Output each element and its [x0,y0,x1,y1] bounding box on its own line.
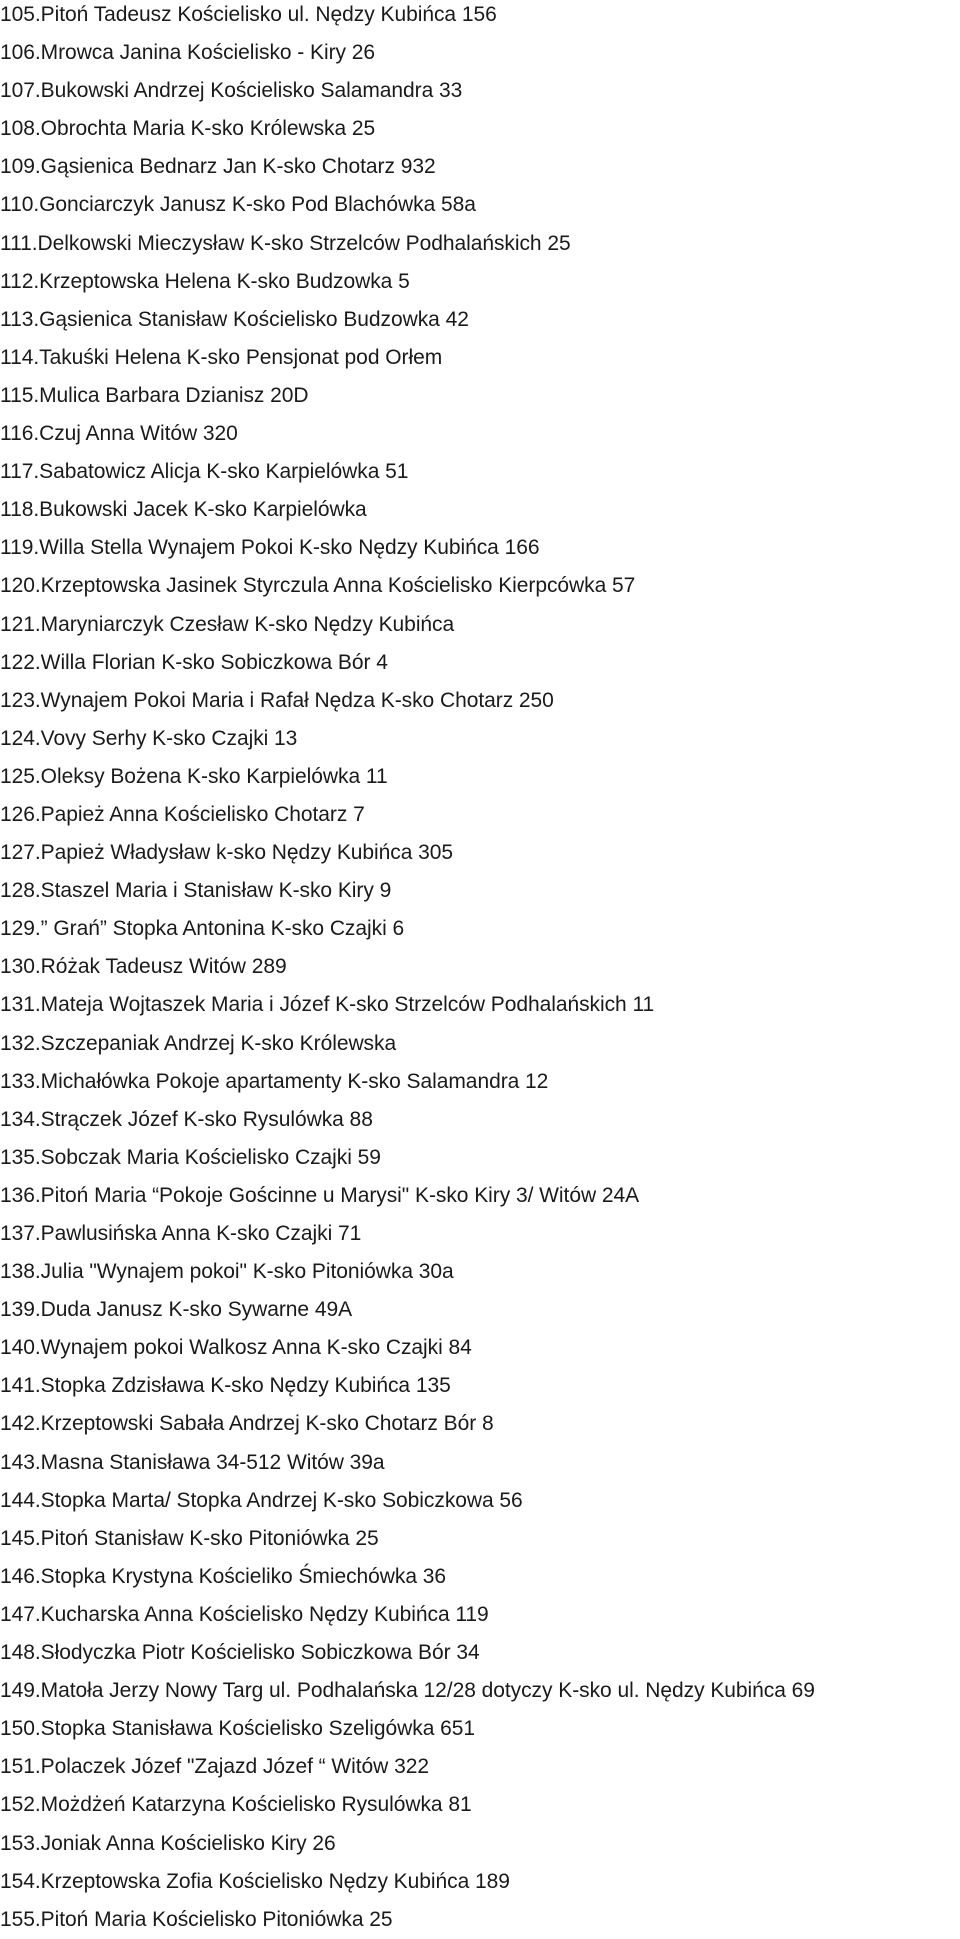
list-item: 115.Mulica Barbara Dzianisz 20D [0,383,309,407]
list-item: 141.Stopka Zdzisława K-sko Nędzy Kubińca 135 [0,1374,451,1398]
list-item: 132.Szczepaniak Andrzej K-sko Królewska [0,1031,397,1055]
list-item: 124.Vovy Serhy K-sko Czajki 13 [0,726,298,750]
list-item: 125.Oleksy Bożena K-sko Karpielówka 11 [0,764,388,788]
list-item: 154.Krzeptowska Zofia Kościelisko Nędzy Kubińca 189 [0,1869,510,1893]
list-item: 134.Strączek Józef K-sko Rysulówka 88 [0,1107,373,1131]
list-item: 108.Obrochta Maria K-sko Królewska 25 [0,117,376,141]
list-item: 106.Mrowca Janina Kościelisko - Kiry 26 [0,41,376,65]
list-item: 112.Krzeptowska Helena K-sko Budzowka 5 [0,269,410,293]
list-item: 121.Maryniarczyk Czesław K-sko Nędzy Kubińca [0,612,455,636]
list-item: 144.Stopka Marta/ Stopka Andrzej K-sko Sobiczkowa 56 [0,1488,523,1512]
list-item: 131.Mateja Wojtaszek Maria i Józef K-sko Strzelców Podhalańskich 11 [0,993,655,1017]
list-item: 151.Polaczek Józef "Zajazd Józef “ Witów 322 [0,1755,429,1779]
list-item: 111.Delkowski Mieczysław K-sko Strzelców Podhalańskich 25 [0,231,571,255]
list-item: 148.Słodyczka Piotr Kościelisko Sobiczkowa Bór 34 [0,1641,480,1665]
list-item: 153.Joniak Anna Kościelisko Kiry 26 [0,1831,336,1855]
list-item: 122.Willa Florian K-sko Sobiczkowa Bór 4 [0,650,388,674]
list-item: 140.Wynajem pokoi Walkosz Anna K-sko Czajki 84 [0,1336,472,1360]
list-item: 136.Pitoń Maria “Pokoje Gościnne u Marysi" K-sko Kiry 3/ Witów 24A [0,1183,640,1207]
list-item: 126.Papież Anna Kościelisko Chotarz 7 [0,802,365,826]
list-item: 146.Stopka Krystyna Kościeliko Śmiechówka 36 [0,1564,447,1588]
list-item: 130.Różak Tadeusz Witów 289 [0,955,287,979]
list-item: 139.Duda Janusz K-sko Sywarne 49A [0,1298,353,1322]
list-item: 135.Sobczak Maria Kościelisko Czajki 59 [0,1145,381,1169]
list-item: 110.Gonciarczyk Janusz K-sko Pod Blachówka 58a [0,193,476,217]
list-item: 120.Krzeptowska Jasinek Styrczula Anna Kościelisko Kierpcówka 57 [0,574,636,598]
list-item: 118.Bukowski Jacek K-sko Karpielówka [0,498,367,522]
list-item: 137.Pawlusińska Anna K-sko Czajki 71 [0,1222,362,1245]
list-item: 114.Takuśki Helena K-sko Pensjonat pod Orłem [0,345,443,369]
list-item: 138.Julia "Wynajem pokoi" K-sko Pitoniówka 30a [0,1260,454,1284]
list-item: 155.Pitoń Maria Kościelisko Pitoniówka 25 [0,1907,393,1931]
list-item: 119.Willa Stella Wynajem Pokoi K-sko Nędzy Kubińca 166 [0,536,540,560]
list-item: 105.Pitoń Tadeusz Kościelisko ul. Nędzy Kubińca 156 [0,3,497,26]
list-item: 147.Kucharska Anna Kościelisko Nędzy Kubińca 119 [0,1602,489,1626]
list-item: 152.Możdżeń Katarzyna Kościelisko Rysulówka 81 [0,1793,472,1817]
list-item: 150.Stopka Stanisława Kościelisko Szeligówka 651 [0,1717,476,1741]
list-item: 129.” Grań” Stopka Antonina K-sko Czajki 6 [0,917,405,941]
list-item: 142.Krzeptowski Sabała Andrzej K-sko Chotarz Bór 8 [0,1412,494,1436]
list-item: 127.Papież Władysław k-sko Nędzy Kubińca 305 [0,841,454,865]
list-item: 143.Masna Stanisława 34-512 Witów 39a [0,1450,385,1474]
list-item: 107.Bukowski Andrzej Kościelisko Salamandra 33 [0,79,463,103]
list-item: 128.Staszel Maria i Stanisław K-sko Kiry 9 [0,879,392,903]
list-item: 133.Michałówka Pokoje apartamenty K-sko Salamandra 12 [0,1069,549,1093]
list-item: 123.Wynajem Pokoi Maria i Rafał Nędza K-sko Chotarz 250 [0,688,554,712]
list-item: 113.Gąsienica Stanisław Kościelisko Budzowka 42 [0,307,469,331]
list-item: 109.Gąsienica Bednarz Jan K-sko Chotarz 932 [0,155,436,179]
list-item: 149.Matoła Jerzy Nowy Targ ul. Podhalańska 12/28 dotyczy K-sko ul. Nędzy Kubińca 69 [0,1679,815,1703]
list-item: 116.Czuj Anna Witów 320 [0,422,238,446]
list-item: 145.Pitoń Stanisław K-sko Pitoniówka 25 [0,1526,379,1550]
list-item: 117.Sabatowicz Alicja K-sko Karpielówka 51 [0,460,409,484]
